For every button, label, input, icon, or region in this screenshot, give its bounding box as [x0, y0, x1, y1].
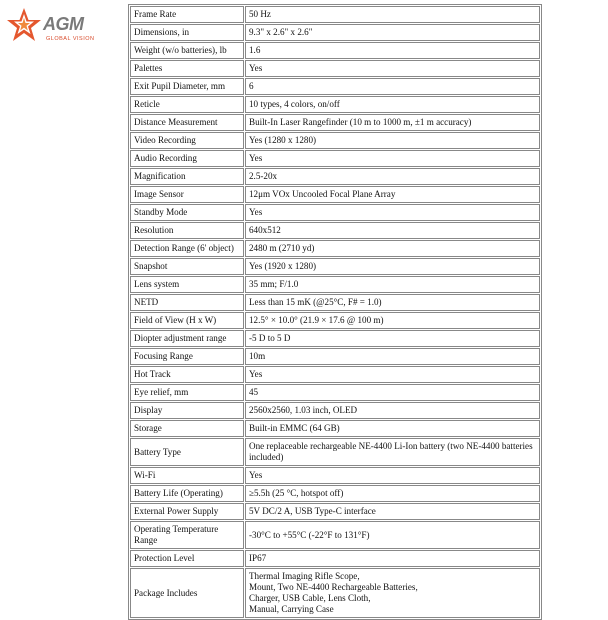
- spec-row: [130, 467, 540, 484]
- spec-label: NETD: [130, 294, 244, 311]
- spec-label: Palettes: [130, 60, 244, 77]
- spec-label: Wi-Fi: [130, 467, 244, 484]
- spec-row: [130, 276, 540, 293]
- spec-row: [130, 204, 540, 221]
- spec-row: [130, 521, 540, 549]
- spec-label: Resolution: [130, 222, 244, 239]
- spec-row: [130, 366, 540, 383]
- spec-value: 2480 m (2710 yd): [245, 240, 540, 257]
- spec-row: [130, 186, 540, 203]
- spec-row: [130, 258, 540, 275]
- spec-label: Snapshot: [130, 258, 244, 275]
- spec-label: Battery Life (Operating): [130, 485, 244, 502]
- spec-value: 10m: [245, 348, 540, 365]
- spec-value: Yes (1280 x 1280): [245, 132, 540, 149]
- spec-value-line: Manual, Carrying Case: [249, 604, 334, 614]
- brand-tagline: GLOBAL VISION: [46, 36, 95, 42]
- spec-value: -5 D to 5 D: [245, 330, 540, 347]
- spec-row: [130, 78, 540, 95]
- spec-row: [130, 96, 540, 113]
- spec-label: Focusing Range: [130, 348, 244, 365]
- spec-label: Image Sensor: [130, 186, 244, 203]
- spec-label: Display: [130, 402, 244, 419]
- spec-row: [130, 6, 540, 23]
- spec-value: -30°C to +55°C (-22°F to 131°F): [245, 521, 540, 549]
- spec-row: [130, 168, 540, 185]
- spec-label: Dimensions, in: [130, 24, 244, 41]
- spec-value: Yes (1920 x 1280): [245, 258, 540, 275]
- spec-label: Operating Temperature Range: [130, 521, 244, 549]
- spec-value: 5V DC/2 A, USB Type-C interface: [245, 503, 540, 520]
- spec-row: [130, 114, 540, 131]
- spec-row: [130, 240, 540, 257]
- spec-label: Standby Mode: [130, 204, 244, 221]
- spec-row: [130, 42, 540, 59]
- spec-row: [130, 550, 540, 567]
- spec-label: External Power Supply: [130, 503, 244, 520]
- spec-row: [130, 222, 540, 239]
- spec-value-line: Thermal Imaging Rifle Scope,: [249, 571, 360, 581]
- spec-value: 45: [245, 384, 540, 401]
- spec-label: Package Includes: [130, 568, 244, 618]
- spec-label: Distance Measurement: [130, 114, 244, 131]
- spec-value: Built-In Laser Rangefinder (10 m to 1000 m, ±1 m accuracy): [245, 114, 540, 131]
- spec-label: Lens system: [130, 276, 244, 293]
- spec-value: 10 types, 4 colors, on/off: [245, 96, 540, 113]
- spec-value-line: Mount, Two NE-4400 Rechargeable Batteries,: [249, 582, 418, 592]
- spec-value: 9.3" x 2.6" x 2.6": [245, 24, 540, 41]
- spec-row: [130, 348, 540, 365]
- spec-label: Hot Track: [130, 366, 244, 383]
- spec-label: Protection Level: [130, 550, 244, 567]
- spec-value: Yes: [245, 467, 540, 484]
- spec-value: 6: [245, 78, 540, 95]
- spec-value: 640x512: [245, 222, 540, 239]
- spec-row: [130, 150, 540, 167]
- spec-row: [130, 294, 540, 311]
- spec-value: ≥5.5h (25 °C, hotspot off): [245, 485, 540, 502]
- spec-row: [130, 60, 540, 77]
- spec-row: [130, 384, 540, 401]
- brand-name: AGM: [43, 14, 84, 34]
- spec-value: 35 mm; F/1.0: [245, 276, 540, 293]
- spec-value: Yes: [245, 60, 540, 77]
- spec-row: [130, 24, 540, 41]
- spec-label: Exit Pupil Diameter, mm: [130, 78, 244, 95]
- spec-row: [130, 132, 540, 149]
- spec-row: [130, 330, 540, 347]
- spec-value: Less than 15 mK (@25°C, F# = 1.0): [245, 294, 540, 311]
- spec-value: Yes: [245, 366, 540, 383]
- spec-value: Yes: [245, 204, 540, 221]
- agm-logo: [6, 6, 116, 50]
- spec-value: 12.5° × 10.0° (21.9 × 17.6 @ 100 m): [245, 312, 540, 329]
- spec-label: Battery Type: [130, 438, 244, 466]
- spec-label: Audio Recording: [130, 150, 244, 167]
- spec-label: Magnification: [130, 168, 244, 185]
- specification-table: [128, 4, 542, 620]
- spec-value: 2.5-20x: [245, 168, 540, 185]
- spec-value: [245, 568, 540, 618]
- spec-row: [130, 503, 540, 520]
- spec-row: [130, 402, 540, 419]
- spec-label: Diopter adjustment range: [130, 330, 244, 347]
- spec-value: One replaceable rechargeable NE-4400 Li-Ion battery (two NE-4400 batteries included): [245, 438, 540, 466]
- spec-row: [130, 312, 540, 329]
- spec-label: Video Recording: [130, 132, 244, 149]
- spec-label: Field of View (H x W): [130, 312, 244, 329]
- spec-label: Storage: [130, 420, 244, 437]
- spec-value: 12μm VOx Uncooled Focal Plane Array: [245, 186, 540, 203]
- spec-row: [130, 568, 540, 618]
- spec-value: 2560x2560, 1.03 inch, OLED: [245, 402, 540, 419]
- spec-row: [130, 438, 540, 466]
- spec-value: 1.6: [245, 42, 540, 59]
- spec-label: Eye relief, mm: [130, 384, 244, 401]
- spec-label: Reticle: [130, 96, 244, 113]
- spec-value: Yes: [245, 150, 540, 167]
- spec-label: Detection Range (6' object): [130, 240, 244, 257]
- spec-label: Weight (w/o batteries), lb: [130, 42, 244, 59]
- spec-value: 50 Hz: [245, 6, 540, 23]
- spec-value: Built-in EMMC (64 GB): [245, 420, 540, 437]
- spec-value: IP67: [245, 550, 540, 567]
- spec-row: [130, 420, 540, 437]
- spec-row: [130, 485, 540, 502]
- spec-label: Frame Rate: [130, 6, 244, 23]
- spec-value-line: Charger, USB Cable, Lens Cloth,: [249, 593, 371, 603]
- star-logo-icon: [6, 6, 46, 50]
